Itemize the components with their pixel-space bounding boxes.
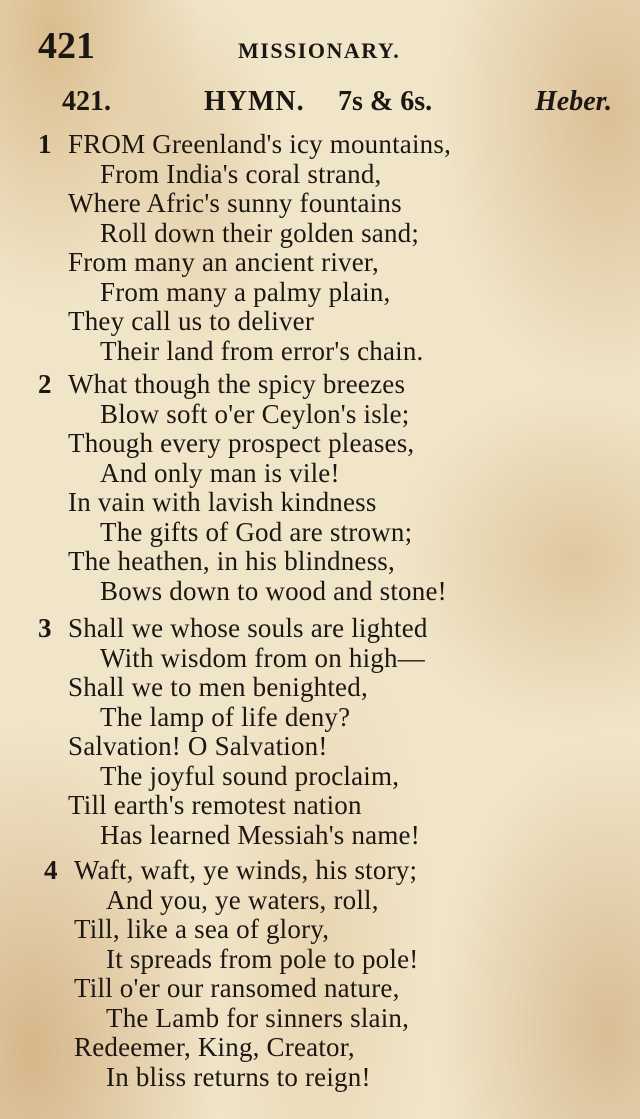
stanza-number: 3	[38, 613, 52, 643]
verse-line: Has learned Messiah's name!	[100, 819, 420, 850]
verse-line: What though the spicy breezes	[68, 369, 406, 399]
verse-line: Shall we to men benighted,	[68, 672, 368, 702]
verse-line: Salvation! O Salvation!	[68, 731, 328, 761]
stanza-4	[44, 856, 624, 1092]
stanza-1	[38, 130, 618, 366]
hymn-label: HYMN.	[204, 86, 305, 117]
stanza-2	[38, 370, 618, 606]
stanza-number: 2	[38, 369, 52, 399]
verse-line: And only man is vile!	[100, 457, 340, 488]
verse-line: From many a palmy plain,	[100, 276, 391, 307]
verse-line: Roll down their golden sand;	[100, 217, 420, 248]
verse-line: The gifts of God are strown;	[100, 516, 413, 547]
verse-line: Where Afric's sunny fountains	[68, 188, 402, 218]
verse-line: And you, ye waters, roll,	[106, 884, 379, 915]
verse-line: Bows down to wood and stone!	[100, 575, 447, 606]
verse-line: Shall we whose souls are lighted	[68, 613, 428, 643]
verse-line: Though every prospect pleases,	[68, 428, 415, 458]
page-number: 421	[38, 25, 95, 67]
verse-line: The heathen, in his blindness,	[68, 546, 395, 576]
verse-line: From many an ancient river,	[68, 247, 379, 277]
verse-line: FROM Greenland's icy mountains,	[68, 129, 452, 159]
verse-line: Blow soft o'er Ceylon's isle;	[100, 398, 410, 429]
verse-line: Waft, waft, ye winds, his story;	[74, 855, 418, 885]
stanza-3	[38, 614, 618, 850]
verse-line: Till earth's remotest nation	[68, 790, 362, 820]
hymn-number: 421.	[62, 86, 111, 117]
verse-line: Their land from error's chain.	[100, 335, 424, 366]
verse-line: Till o'er our ransomed nature,	[74, 973, 400, 1003]
hymn-title-line	[62, 86, 612, 122]
hymn-meter: 7s & 6s.	[338, 86, 433, 117]
verse-line: From India's coral strand,	[100, 158, 382, 189]
verse-line: The Lamb for sinners slain,	[106, 1002, 410, 1033]
verse-line: Till, like a sea of glory,	[74, 914, 330, 944]
stanza-number: 4	[44, 855, 58, 885]
verse-line: With wisdom from on high—	[100, 642, 425, 673]
stanza-number: 1	[38, 129, 52, 159]
verse-line: The joyful sound proclaim,	[100, 760, 400, 791]
verse-line: The lamp of life deny?	[100, 701, 351, 732]
hymn-author: Heber.	[535, 86, 612, 117]
running-head: MISSIONARY.	[238, 38, 401, 63]
page-header	[38, 24, 610, 74]
verse-line: Redeemer, King, Creator,	[74, 1032, 355, 1062]
verse-line: In bliss returns to reign!	[106, 1061, 371, 1092]
verse-line: It spreads from pole to pole!	[106, 943, 419, 974]
verse-line: In vain with lavish kindness	[68, 487, 377, 517]
verse-line: They call us to deliver	[68, 306, 315, 336]
